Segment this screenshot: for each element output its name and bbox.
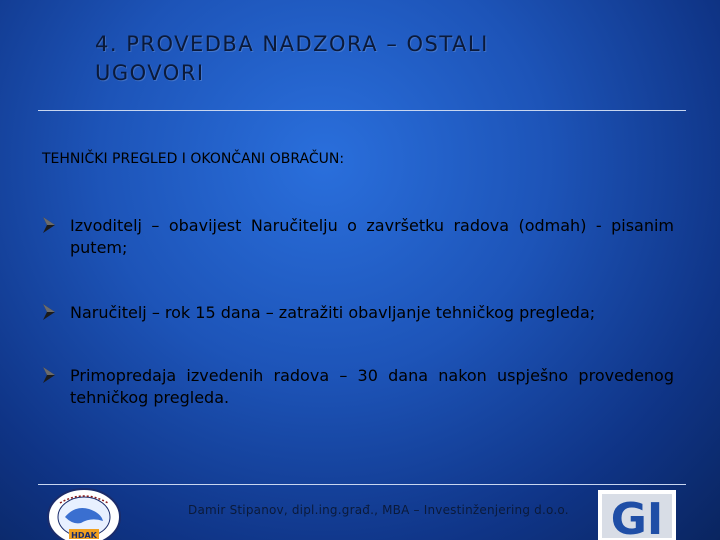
bullet-text: Izvoditelj – obavijest Naručitelju o završetku radova (odmah) - pisanim putem; bbox=[70, 216, 674, 257]
title-line-2: UGOVORI bbox=[95, 61, 205, 85]
footer-text: Damir Stipanov, dipl.ing.građ., MBA – Investinženjering d.o.o. bbox=[188, 503, 569, 517]
bullet-text: Naručitelj – rok 15 dana – zatražiti obavljanje tehničkog pregleda; bbox=[70, 303, 596, 322]
section-heading: TEHNIČKI PREGLED I OKONČANI OBRAČUN: bbox=[42, 151, 345, 167]
bullet-arrow-icon bbox=[42, 303, 56, 321]
svg-text:HDAK: HDAK bbox=[71, 531, 97, 540]
bullet-text: Primopredaja izvedenih radova – 30 dana nakon uspješno provedenog tehničkog pregleda. bbox=[70, 366, 674, 407]
bullet-arrow-icon bbox=[42, 366, 56, 384]
slide-title bbox=[95, 30, 655, 88]
bullet-arrow-icon bbox=[42, 216, 56, 234]
title-line-1: 4. PROVEDBA NADZORA – OSTALI bbox=[95, 32, 489, 56]
investinzenjering-logo bbox=[598, 490, 676, 540]
top-divider bbox=[38, 110, 686, 111]
association-logo bbox=[45, 487, 123, 540]
bottom-divider bbox=[38, 484, 686, 485]
svg-text:GI: GI bbox=[610, 494, 664, 540]
